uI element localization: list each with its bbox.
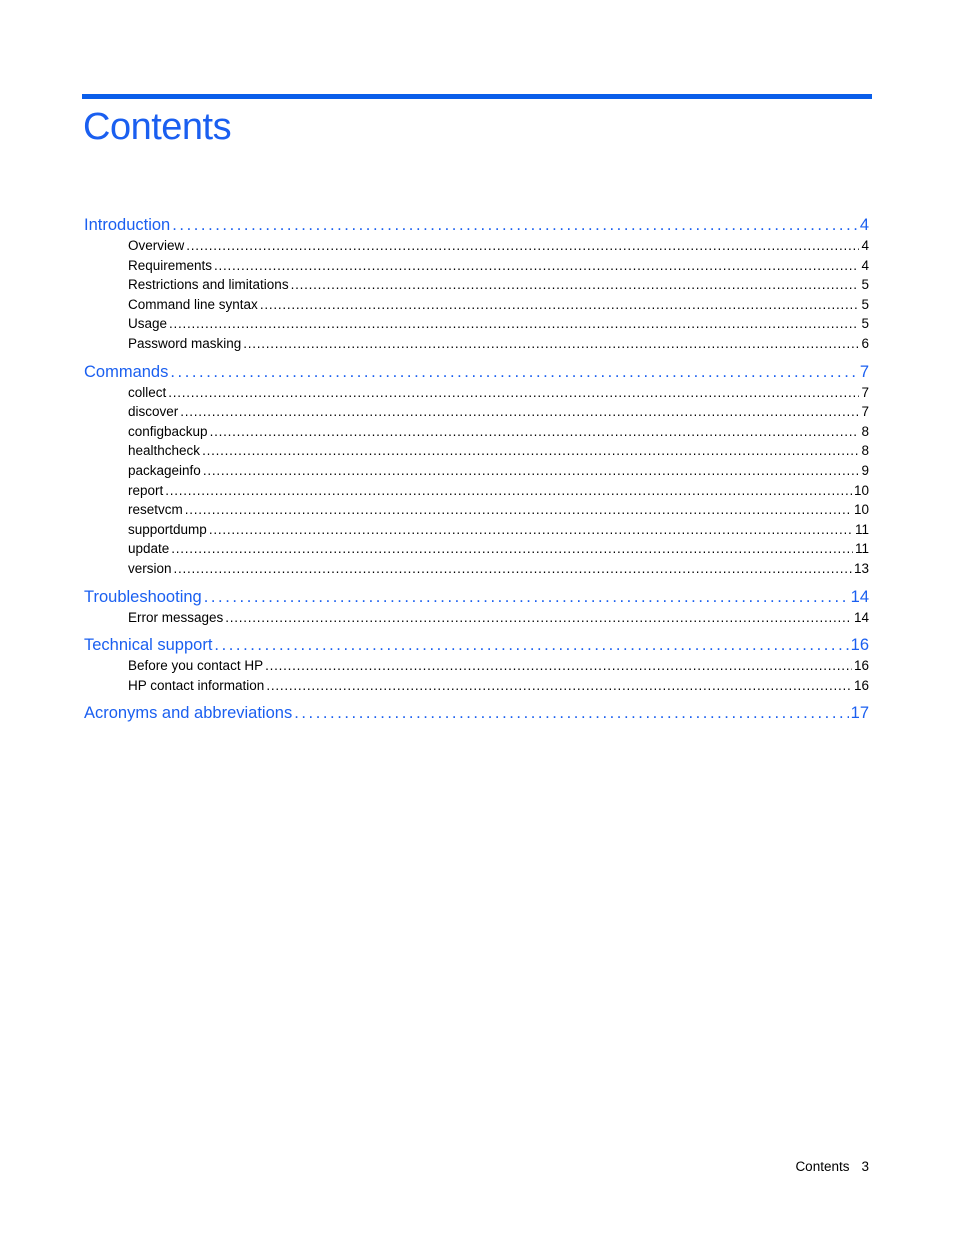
toc-section-page: 13 <box>853 560 869 576</box>
toc-chapter-technical-support[interactable] <box>84 634 869 656</box>
toc-section-title: Error messages <box>128 609 224 625</box>
toc-section-page: 11 <box>854 541 869 557</box>
toc-leader-dots <box>209 520 853 540</box>
toc-section-usage[interactable] <box>84 314 869 334</box>
toc-section-title: healthcheck <box>128 443 201 459</box>
toc-section-before-you-contact-hp[interactable] <box>84 656 869 676</box>
toc-section-supportdump[interactable] <box>84 520 869 540</box>
toc-section-page: 7 <box>861 384 869 400</box>
toc-leader-dots <box>214 634 848 656</box>
page-footer <box>795 1157 869 1177</box>
toc-section-title: Restrictions and limitations <box>128 277 289 293</box>
toc-leader-dots <box>210 422 860 442</box>
footer-page-number: 3 <box>861 1159 869 1174</box>
toc-leader-dots <box>266 676 852 696</box>
toc-section-title: report <box>128 482 164 498</box>
toc-leader-dots <box>186 236 859 256</box>
toc-chapter-page: 7 <box>859 362 869 381</box>
toc-section-page: 11 <box>854 521 869 537</box>
toc-chapter-page: 17 <box>850 704 869 723</box>
toc-chapter-commands[interactable] <box>84 361 869 383</box>
toc-section-page: 4 <box>861 257 869 273</box>
toc-leader-dots <box>185 500 852 520</box>
toc-leader-dots <box>168 383 859 403</box>
toc-section-title: version <box>128 560 172 576</box>
toc-leader-dots <box>203 461 860 481</box>
toc-section-page: 9 <box>861 462 869 478</box>
toc-section-hp-contact-information[interactable] <box>84 676 869 696</box>
toc-chapter-title: Troubleshooting <box>84 587 202 606</box>
toc-section-page: 8 <box>861 423 869 439</box>
toc-section-title: discover <box>128 404 179 420</box>
toc-section-title: Requirements <box>128 257 213 273</box>
toc-section-title: supportdump <box>128 521 207 537</box>
toc-section-title: packageinfo <box>128 462 201 478</box>
toc-section-configbackup[interactable] <box>84 422 869 442</box>
toc-leader-dots <box>172 214 858 236</box>
toc-leader-dots <box>204 586 849 608</box>
toc-chapter-troubleshooting[interactable] <box>84 586 869 608</box>
toc-leader-dots <box>243 334 859 354</box>
toc-chapter-acronyms-and-abbreviations[interactable] <box>84 702 869 724</box>
toc-section-error-messages[interactable] <box>84 608 869 628</box>
toc-section-page: 5 <box>861 316 869 332</box>
toc-leader-dots <box>171 539 853 559</box>
toc-section-page: 7 <box>861 404 869 420</box>
toc-section-page: 16 <box>853 658 869 674</box>
toc-chapter-page: 14 <box>850 587 869 606</box>
toc-leader-dots <box>265 656 852 676</box>
toc-section-overview[interactable] <box>84 236 869 256</box>
toc-section-title: Command line syntax <box>128 296 258 312</box>
toc-section-title: Password masking <box>128 335 242 351</box>
toc-section-title: collect <box>128 384 167 400</box>
toc-section-requirements[interactable] <box>84 256 869 276</box>
toc-section-title: resetvcm <box>128 502 183 518</box>
toc-chapter-page: 16 <box>850 636 869 655</box>
toc-section-page: 5 <box>861 296 869 312</box>
toc-chapter-title: Acronyms and abbreviations <box>84 704 293 723</box>
toc-section-password-masking[interactable] <box>84 334 869 354</box>
toc-chapter-page: 4 <box>859 216 869 234</box>
toc-section-page: 6 <box>861 335 869 351</box>
toc-section-title: update <box>128 541 170 557</box>
toc-section-report[interactable] <box>84 481 869 501</box>
toc-section-discover[interactable] <box>84 402 869 422</box>
toc-section-title: HP contact information <box>128 677 265 693</box>
toc-section-title: Overview <box>128 238 185 253</box>
toc-chapter-introduction[interactable] <box>84 214 869 236</box>
toc-leader-dots <box>225 608 852 628</box>
toc-section-page: 14 <box>853 609 869 625</box>
toc-section-page: 8 <box>861 443 869 459</box>
toc-leader-dots <box>291 275 860 295</box>
page-title: Contents <box>83 106 232 148</box>
toc-chapter-title: Technical support <box>84 636 213 655</box>
toc-section-version[interactable] <box>84 559 869 579</box>
toc-section-packageinfo[interactable] <box>84 461 869 481</box>
toc-section-page: 16 <box>853 677 869 693</box>
toc-leader-dots <box>174 559 852 579</box>
table-of-contents <box>84 214 869 724</box>
toc-section-page: 10 <box>853 482 869 498</box>
toc-leader-dots <box>169 314 859 334</box>
toc-chapter-title: Commands <box>84 362 169 381</box>
toc-leader-dots <box>170 361 857 383</box>
toc-leader-dots <box>214 256 859 276</box>
toc-section-title: Before you contact HP <box>128 658 264 674</box>
footer-label: Contents <box>795 1159 850 1174</box>
toc-section-resetvcm[interactable] <box>84 500 869 520</box>
toc-leader-dots <box>294 702 848 724</box>
toc-section-command-line-syntax[interactable] <box>84 295 869 315</box>
toc-section-page: 4 <box>861 238 869 253</box>
toc-section-page: 10 <box>853 502 869 518</box>
title-rule <box>82 94 872 99</box>
toc-section-restrictions-and-limitations[interactable] <box>84 275 869 295</box>
toc-section-healthcheck[interactable] <box>84 441 869 461</box>
toc-leader-dots <box>180 402 859 422</box>
toc-section-title: configbackup <box>128 423 208 439</box>
toc-leader-dots <box>165 481 852 501</box>
toc-chapter-title: Introduction <box>84 216 171 234</box>
toc-leader-dots <box>260 295 860 315</box>
toc-section-collect[interactable] <box>84 383 869 403</box>
toc-section-update[interactable] <box>84 539 869 559</box>
toc-section-title: Usage <box>128 316 168 332</box>
toc-section-page: 5 <box>861 277 869 293</box>
toc-leader-dots <box>202 441 859 461</box>
